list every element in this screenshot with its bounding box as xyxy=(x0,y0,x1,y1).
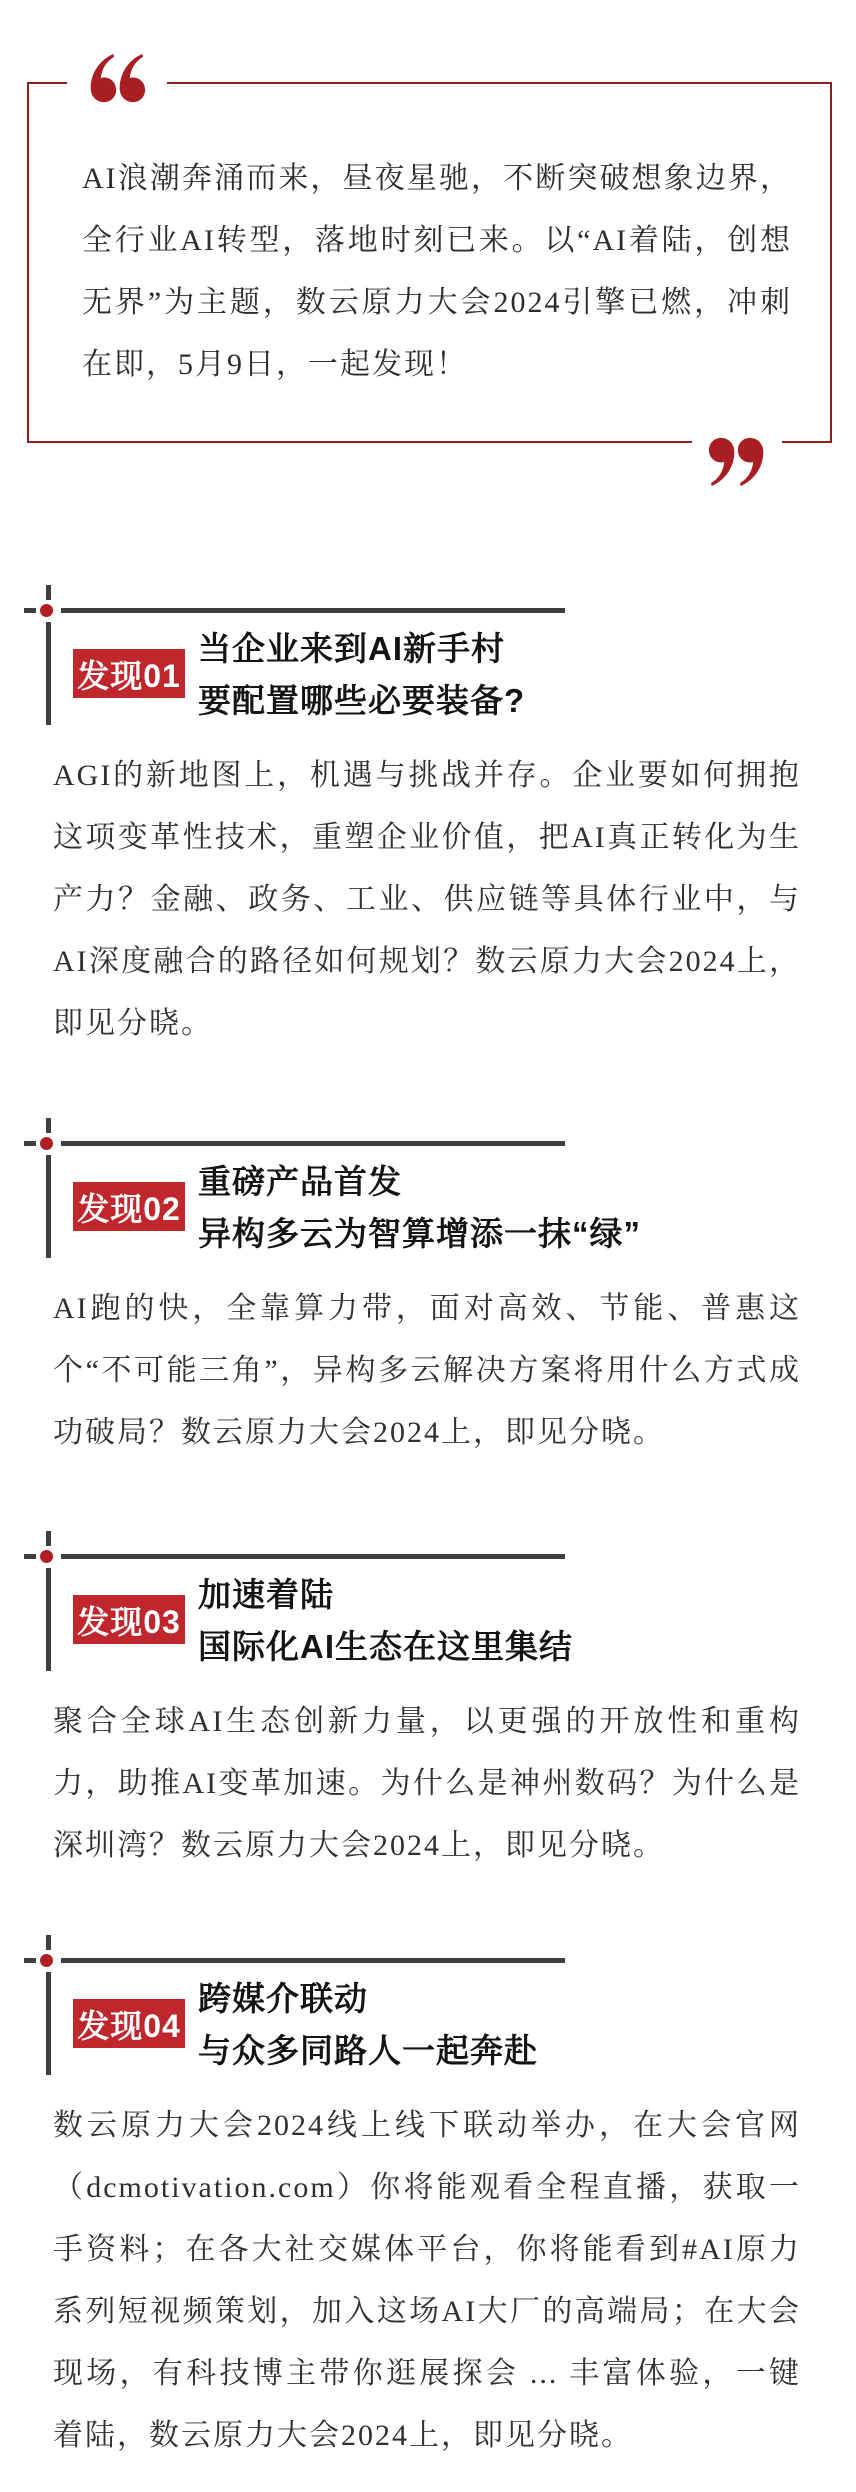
marker-dash xyxy=(24,608,36,613)
marker-vertical-line xyxy=(46,1972,51,2075)
section-heading-line2: 异构多云为智算增添一抹“绿” xyxy=(198,1215,641,1252)
intro-quote-box xyxy=(27,82,832,443)
open-quote-icon xyxy=(67,48,167,108)
marker-dot-icon xyxy=(40,1550,53,1563)
section-body: AI跑的快，全靠算力带，面对高效、节能、普惠这个“不可能三角”，异构多云解决方案将用什么方式成功破局？数云原力大会2024上，即见分晓。 xyxy=(53,1292,801,1449)
marker-dash xyxy=(24,1554,36,1559)
marker-vertical-line xyxy=(46,1568,51,1671)
section-heading-line1: 加速着陆 xyxy=(198,1576,334,1613)
section-heading-line2: 国际化AI生态在这里集结 xyxy=(198,1628,573,1665)
section-body: 数云原力大会2024线上线下联动举办，在大会官网（dcmotivation.com）你将能观看全程直播，获取一手资料；在各大社交媒体平台，你将能看到#AI原力系列短视频策划，加入这场AI大厂的高端局；在大会现场，有科技博主带你逛展探会 ... 丰富体验，一键着陆，数云原力大会2024上，即见分晓。 xyxy=(53,2109,801,2452)
close-quote-icon xyxy=(692,431,782,493)
section-badge: 发现03 xyxy=(73,1595,185,1644)
marker-vertical-tick xyxy=(46,1118,51,1133)
section-badge: 发现02 xyxy=(73,1182,185,1231)
marker-horizontal-line xyxy=(61,1958,565,1963)
section-discovery-02 xyxy=(0,1118,856,1531)
marker-horizontal-line xyxy=(61,608,565,613)
section-heading xyxy=(198,623,525,727)
section-body: 聚合全球AI生态创新力量，以更强的开放性和重构力，助推AI变革加速。为什么是神州数码？为什么是深圳湾？数云原力大会2024上，即见分晓。 xyxy=(53,1705,801,1862)
marker-vertical-line xyxy=(46,1155,51,1258)
marker-dot-icon xyxy=(40,1954,53,1967)
marker-horizontal-line xyxy=(61,1141,565,1146)
marker-horizontal-line xyxy=(61,1554,565,1559)
marker-dot-icon xyxy=(40,1137,53,1150)
marker-vertical-line xyxy=(46,622,51,725)
section-badge: 发现04 xyxy=(73,1999,185,2048)
section-heading xyxy=(198,1569,573,1673)
section-heading-line2: 要配置哪些必要装备? xyxy=(198,682,526,719)
section-body: AGI的新地图上，机遇与挑战并存。企业要如何拥抱这项变革性技术，重塑企业价值，把AI真正转化为生产力？金融、政务、工业、供应链等具体行业中，与AI深度融合的路径如何规划？数云原力大会2024上，即见分晓。 xyxy=(53,759,801,1040)
section-heading-line1: 当企业来到AI新手村 xyxy=(198,630,505,667)
section-discovery-03 xyxy=(0,1531,856,1935)
marker-dot-icon xyxy=(40,604,53,617)
section-heading-line1: 重磅产品首发 xyxy=(198,1163,402,1200)
marker-vertical-tick xyxy=(46,1531,51,1546)
marker-dash xyxy=(24,1141,36,1146)
section-heading-line1: 跨媒介联动 xyxy=(198,1980,368,2017)
intro-quote-text: AI浪潮奔涌而来，昼夜星驰，不断突破想象边界，全行业AI转型，落地时刻已来。以“AI着陆，创想无界”为主题，数云原力大会2024引擎已燃，冲刺在即，5月9日，一起发现！ xyxy=(82,162,792,381)
marker-vertical-tick xyxy=(46,585,51,600)
section-discovery-04 xyxy=(0,1935,856,2492)
section-heading xyxy=(198,1156,641,1260)
section-badge: 发现01 xyxy=(73,649,185,698)
section-heading-line2: 与众多同路人一起奔赴 xyxy=(198,2032,538,2069)
marker-vertical-tick xyxy=(46,1935,51,1950)
marker-dash xyxy=(24,1958,36,1963)
section-heading xyxy=(198,1973,538,2077)
section-discovery-01 xyxy=(0,585,856,1118)
